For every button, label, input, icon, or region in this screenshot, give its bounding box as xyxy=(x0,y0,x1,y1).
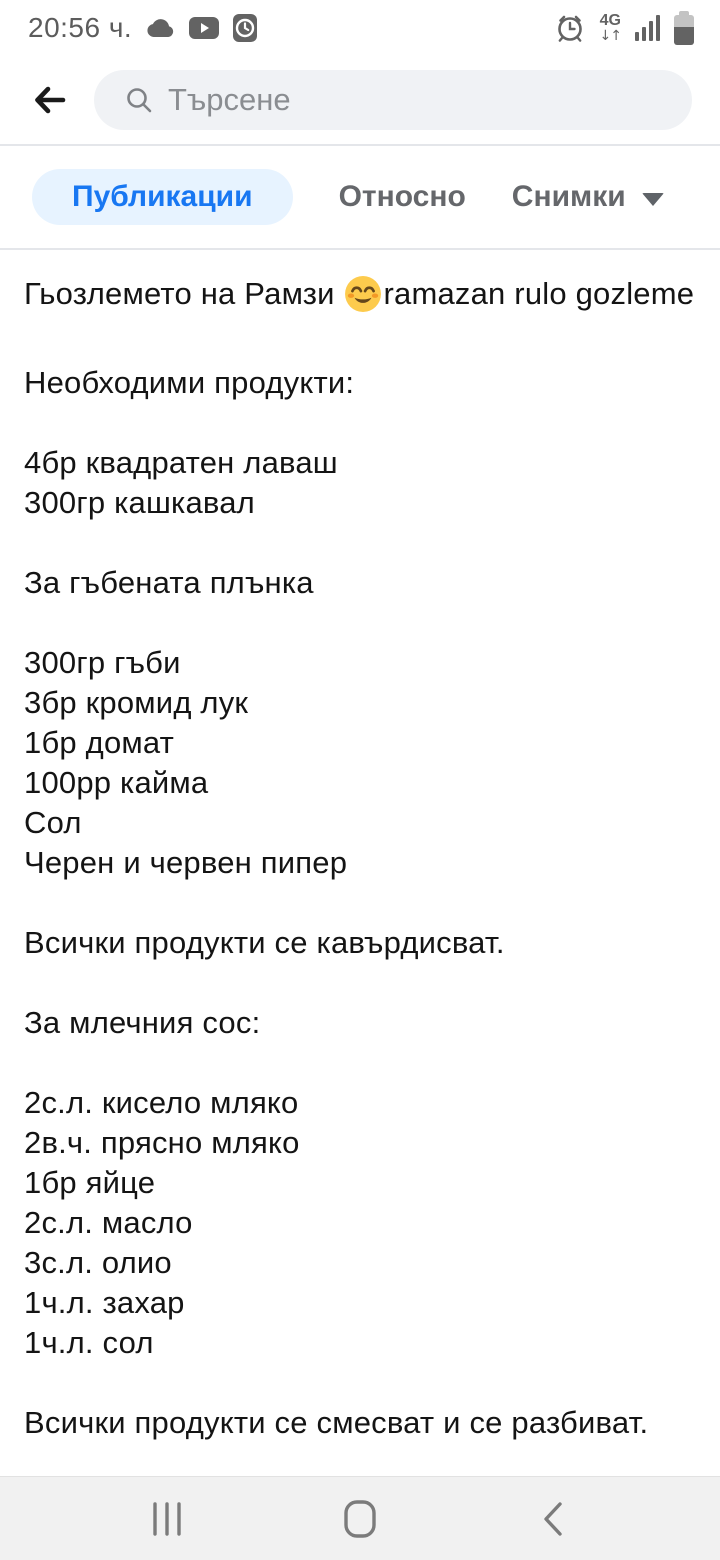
tab-about-label: Относно xyxy=(338,180,466,213)
search-input[interactable] xyxy=(168,82,666,118)
signal-strength-icon xyxy=(635,15,660,41)
status-bar-left xyxy=(28,12,258,44)
network-arrows-icon: ↓↑ xyxy=(599,28,621,44)
tab-photos[interactable] xyxy=(512,180,664,214)
battery-icon xyxy=(674,11,694,45)
search-header xyxy=(0,56,720,144)
post-paragraph xyxy=(24,923,696,963)
tab-photos-label: Снимки xyxy=(511,180,626,213)
back-chevron-icon xyxy=(543,1502,563,1536)
post-title-paragraph xyxy=(24,274,696,323)
post-line: 1бр домат xyxy=(24,725,175,760)
tab-posts-label: Публикации xyxy=(72,180,253,213)
post-line: 100рр кайма xyxy=(24,765,209,800)
alarm-icon xyxy=(554,12,586,44)
post-title-after-emoji: ramazan rulo gozleme xyxy=(383,276,695,311)
back-button[interactable] xyxy=(493,1484,613,1554)
home-button[interactable] xyxy=(300,1484,420,1554)
post-line: 300гр гъби xyxy=(24,645,181,680)
android-nav-bar xyxy=(0,1476,720,1560)
network-4g-icon xyxy=(600,13,621,43)
network-type-label: 4G xyxy=(599,12,621,29)
post-paragraph xyxy=(24,1083,696,1363)
post-line: За млечния сос: xyxy=(24,1005,261,1040)
post-line: 1бр яйце xyxy=(24,1165,156,1200)
youtube-icon xyxy=(188,16,220,40)
post-paragraph xyxy=(24,1403,696,1443)
clock-app-icon xyxy=(232,13,258,43)
post-line: 300гр кашкавал xyxy=(24,485,255,520)
post-line: 1ч.л. сол xyxy=(24,1325,154,1360)
post-paragraph xyxy=(24,563,696,603)
clock-time: 20:56 ч. xyxy=(28,12,133,43)
post-paragraph xyxy=(24,643,696,883)
post-line: 2с.л. масло xyxy=(24,1205,193,1240)
recents-button[interactable] xyxy=(107,1484,227,1554)
smiling-face-with-smiling-eyes-emoji xyxy=(344,275,382,323)
post-paragraph xyxy=(24,363,696,403)
post-line: За гъбената плънка xyxy=(24,565,314,600)
search-icon xyxy=(124,85,154,115)
tab-bar xyxy=(0,146,720,248)
post-paragraph xyxy=(24,1003,696,1043)
post-paragraph xyxy=(24,443,696,523)
back-arrow-icon[interactable] xyxy=(28,78,72,122)
post-line: 3бр кромид лук xyxy=(24,685,249,720)
post-line: 2с.л. кисело мляко xyxy=(24,1085,299,1120)
post-line: 1ч.л. захар xyxy=(24,1285,185,1320)
post-line: 3с.л. олио xyxy=(24,1245,172,1280)
post-content xyxy=(0,250,720,1476)
post-line: 2в.ч. прясно мляко xyxy=(24,1125,300,1160)
chevron-down-icon xyxy=(642,193,664,206)
post-line: Необходими продукти: xyxy=(24,365,355,400)
post-line: Черен и червен пипер xyxy=(24,845,348,880)
post-body xyxy=(24,363,696,1443)
post-line: 4бр квадратен лаваш xyxy=(24,445,338,480)
search-bar[interactable] xyxy=(94,70,692,130)
recents-icon xyxy=(151,1502,183,1536)
post-line: Всички продукти се смесват и се разбиват. xyxy=(24,1405,649,1440)
post-title-before-emoji: Гьозлемето на Рамзи xyxy=(24,276,344,311)
status-bar-right xyxy=(554,11,694,45)
post-line: Сол xyxy=(24,805,82,840)
cloud-icon xyxy=(144,16,176,40)
home-icon xyxy=(344,1500,376,1538)
tab-about[interactable] xyxy=(339,180,466,214)
tab-posts[interactable] xyxy=(32,169,293,225)
status-bar xyxy=(0,0,720,56)
post-line: Всички продукти се кавърдисват. xyxy=(24,925,505,960)
post-title xyxy=(24,274,696,323)
